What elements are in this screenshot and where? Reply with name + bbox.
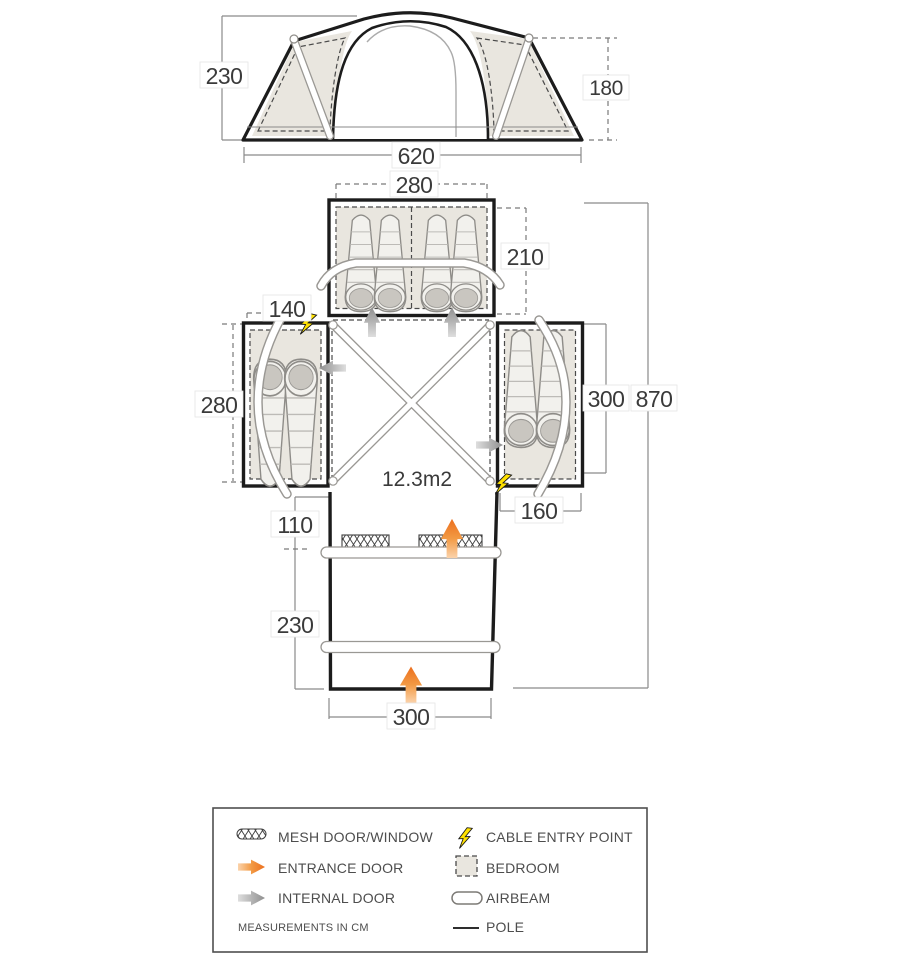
legend-label-bedroom: BEDROOM <box>486 860 560 876</box>
dim-label-canopy-depth: 230 <box>276 612 314 638</box>
dim-label-right-bedroom-depth: 300 <box>587 386 625 412</box>
living-area-label: 12.3m2 <box>381 468 453 491</box>
dim-label-left-bedroom-depth: 280 <box>200 392 238 418</box>
legend-label-pole: POLE <box>486 919 525 935</box>
dim-label-front-zone-depth: 110 <box>277 512 313 538</box>
mesh-icon <box>237 829 266 839</box>
legend-label-internal: INTERNAL DOOR <box>278 890 396 906</box>
bedroom-swatch-icon <box>456 856 477 876</box>
dim-label-elevation-side-height: 180 <box>589 77 623 100</box>
living-area <box>329 320 494 485</box>
legend-label-airbeam: AIRBEAM <box>486 890 551 906</box>
legend-label-entrance: ENTRANCE DOOR <box>278 860 404 876</box>
dim-label-right-bedroom-width: 160 <box>520 498 558 524</box>
airbeam-canopy-rear <box>321 642 500 653</box>
floor-plan <box>222 184 648 719</box>
right-bedroom <box>498 320 583 494</box>
front-canopy <box>321 492 501 689</box>
airbeam-icon <box>452 892 482 904</box>
dim-label-elevation-width: 620 <box>397 143 435 169</box>
mesh-window <box>342 535 389 548</box>
dim-label-elevation-height: 230 <box>205 63 243 89</box>
dim-label-left-bedroom-width: 140 <box>268 296 306 322</box>
crossing-poles <box>329 321 494 485</box>
legend-note: MEASUREMENTS IN CM <box>238 922 369 934</box>
legend-label-cable: CABLE ENTRY POINT <box>486 829 633 845</box>
airbeam-canopy-front <box>321 547 501 558</box>
legend <box>213 808 647 952</box>
dim-label-overall-depth: 870 <box>635 386 673 412</box>
entrance-door-arrow <box>400 667 422 703</box>
dim-label-canopy-width: 300 <box>392 704 430 730</box>
dim-label-top-bedroom-depth: 210 <box>506 244 544 270</box>
legend-label-mesh: MESH DOOR/WINDOW <box>278 829 433 845</box>
front-elevation <box>222 13 617 163</box>
top-bedroom <box>321 200 500 316</box>
left-bedroom <box>244 318 329 494</box>
dim-label-top-bedroom-width: 280 <box>395 172 433 198</box>
